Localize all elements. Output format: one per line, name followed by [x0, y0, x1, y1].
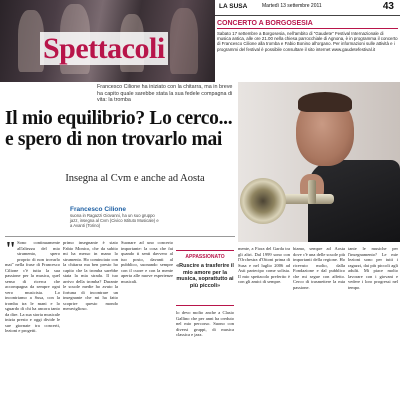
drop-cap: " — [5, 240, 17, 260]
issue-date: Martedì 13 settembre 2011 — [262, 3, 322, 9]
article-column-5: biamo, sempre ad Aosta dove c'è una delle scuole più importanti della regione. Ho ricevuto molto, dalla Fondazione e dal pubblico che mi segue con affetto. Cerco di trasmettere la mia passione. — [293, 246, 345, 290]
byline-name: Francesco Cilione — [70, 206, 126, 213]
pull-quote — [176, 250, 234, 306]
trumpet-player-photo — [238, 82, 400, 242]
byline-role: suona in Ragazzi Giovanni, ha un suo gruppo jazz, insegna al Cvm (Civico Istituto Musicale) e a Avanti (Torino) — [70, 213, 159, 228]
concert-text: Sabato 17 settembre a Borgosesia, nell'ambito di "Gaudete" Festival Internazionale di musica antica, alle ore 21.00 nella chiesa parrocchiale di Agnona, è in programma il concerto di Francesco Cilione alla tromba e Fabio Bonino all'organo. Per informazioni sulle attività e i programmi del festival è possibile consultare il sito internet www.gaudetefestival.it — [217, 31, 398, 52]
article-column-6: tante le musiche per l'insegnamento? Le mie lezioni sono per tutti i ragazzi, dai più piccoli agli adulti. Mi piace molto lavorare con i giovani e vedere i loro progressi nel tempo. — [348, 246, 398, 290]
quote-label: APPASSIONATO — [185, 254, 225, 260]
article-column-4: mente, a Fiora del Garda tra gli altri. Dal 1999 sono con l'Orchestra d'Ottoni prima di Susa e nel luglio 2006 ad Asti partecipo come solista. Il mio spettacolo preferito è con gli amici di sempre. — [238, 246, 290, 284]
concert-title: CONCERTO A BORGOSESIA — [217, 20, 398, 29]
section-title: Spettacoli — [40, 32, 168, 66]
divider — [5, 236, 235, 237]
quote-text: «Ruscire a trasferire il mio amore per la musica, soprattutto ai più piccoli» — [176, 263, 234, 289]
article-column-2: primo insegnante è stato Fabio Monico, che da subito mi ha messo in mano lo strumento. Ho cominciato con la chitarra ma ben presto ho capito che la tromba sarebbe stata la mia strada. Il tuo arrivo della tromba? Durante le scuole medie ho avuto la fortuna di incontrare un insegnante che mi ha fatto scoprire questo mondo meraviglioso. — [63, 240, 118, 311]
byline — [70, 206, 160, 228]
header-band — [0, 0, 400, 82]
masthead — [215, 0, 400, 16]
concert-box — [217, 20, 398, 78]
trumpet-icon — [278, 194, 334, 204]
article-column-3: Suonare ad uno concerto importante: la cosa che fai quando ti senti davvero al tuo posto, davanti al pubblico, suonando sempre con il cuore e con la mente aperta alle nuove esperienze musicali. — [121, 240, 173, 284]
article-intro: Francesco Cilione ha iniziato con la chitarra, ma in breve ha capito quale sarebbe stata la sua fedele compagna di vita: la tromba — [97, 84, 233, 104]
article-column-3b: lo devo molto anche a Clasio Gallino che per anni ha creduto nel mio percorso. Suono con diversi gruppi, di musica classica e jazz. — [176, 310, 234, 337]
trumpet-bell — [240, 178, 286, 224]
performer-silhouette — [170, 8, 198, 74]
article-headline: Il mio equilibrio? Lo cerco... e spero di non trovarlo mai — [5, 108, 233, 150]
newspaper-name: LA SUSA — [219, 3, 248, 10]
article-column-1: " Sono continuamente all'altezza del mio strumento, spero proprio di non trovarlo mai" nella frase di Francesco Cilione c'è tutta la sua passione per la musica, quel senso di ricerca che accompagna da sempre ogni vero musicista. Lo incontriamo a Susa, con la tromba tra le mani e lo sguardo di chi ha ancora tanto da dire. La sua storia musicale inizia presto e oggi divide le sue giornate tra concerti, lezioni e progetti. — [5, 240, 60, 333]
page-number: 43 — [382, 1, 394, 12]
article-subhead: Insegna al Cvm e anche ad Aosta — [65, 173, 205, 184]
